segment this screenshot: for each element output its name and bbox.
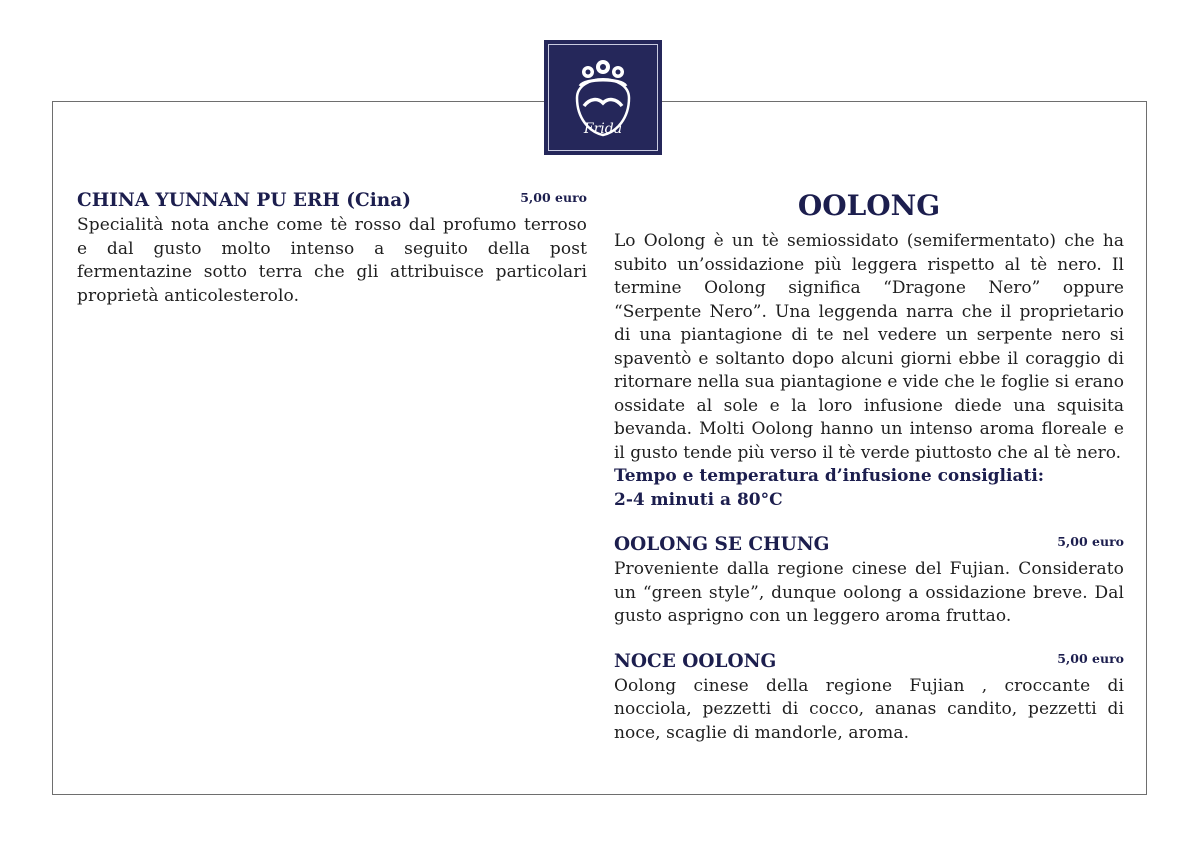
item-price: 5,00 euro <box>520 190 587 205</box>
item-header <box>614 651 1124 675</box>
item-description: Oolong cinese della regione Fujian , croccante di nocciola, pezzetti di cocco, ananas candito, pezzetti di noce, scaglie di mandorle, aroma. <box>614 675 1124 743</box>
section-title: OOLONG <box>797 189 941 222</box>
spacer <box>614 512 1124 534</box>
infusion-advice-label: Tempo e temperatura d’infusione consigliati: <box>614 466 1045 486</box>
frida-logo <box>544 40 662 155</box>
infusion-advice-value: 2-4 minuti a 80°C <box>614 489 783 510</box>
logo-brand-text: Frida <box>583 121 623 137</box>
item-name: CHINA YUNNAN PU ERH (Cina) <box>77 190 412 211</box>
item-header <box>77 190 587 214</box>
item-description: Proveniente dalla regione cinese del Fujian. Considerato un “green style”, dunque oolong a ossidazione breve. Dal gusto asprigno con un leggero aroma fruttao. <box>614 559 1124 626</box>
item-header <box>614 534 1124 558</box>
right-column <box>614 190 1124 745</box>
item-price: 5,00 euro <box>1057 650 1124 666</box>
menu-item <box>614 534 1124 629</box>
item-name: NOCE OOLONG <box>614 650 777 672</box>
section-intro: Lo Oolong è un tè semiossidato (semifermentato) che ha subito un’ossidazione più leggera rispetto al tè nero. Il termine Oolong significa “Dragone Nero” oppure “Serpente Nero”. Una leggenda narra che il proprietario di una piantagione di te nel vedere un serpente nero si spaventò e soltanto dopo alcuni giorni ebbe il coraggio di ritornare nella sua piantagione e vide che le foglie si erano ossidate al sole e la loro infusione diede una squisita bevanda. Molti Oolong hanno un intenso aroma floreale e il gusto tende più verso il tè verde piuttosto che al tè nero. <box>614 231 1124 463</box>
spacer <box>614 629 1124 651</box>
menu-item <box>77 190 587 308</box>
frida-face-icon <box>544 40 662 155</box>
item-price: 5,00 euro <box>1057 534 1124 549</box>
left-column <box>77 190 587 308</box>
menu-item <box>614 651 1124 746</box>
item-description: Specialità nota anche come tè rosso dal profumo terroso e dal gusto molto intenso a seguito della post fermentazine sotto terra che gli attribuisce particolari proprietà anticolesterolo. <box>77 215 587 306</box>
item-name: OOLONG SE CHUNG <box>614 534 830 555</box>
